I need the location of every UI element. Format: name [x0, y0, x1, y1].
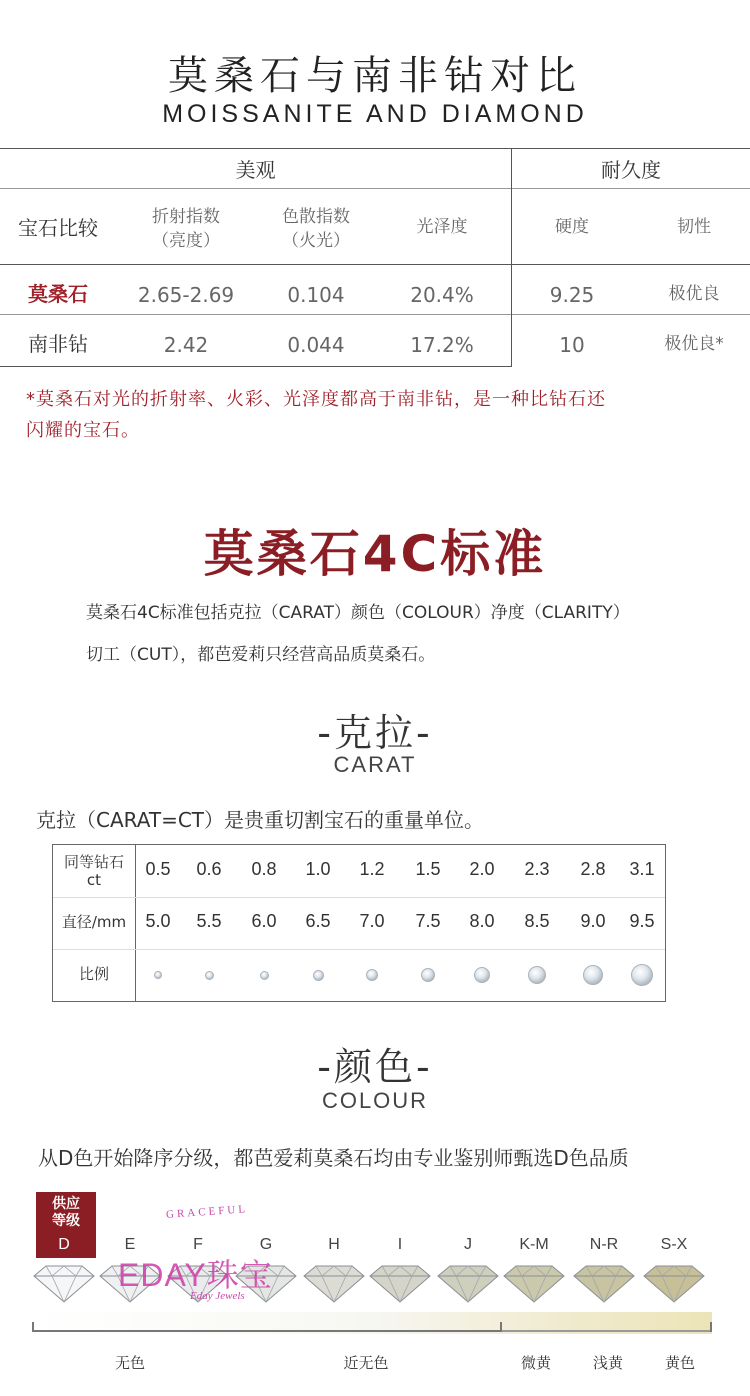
group-durability: 耐久度 — [601, 158, 661, 182]
row-moissanite-luster: 20.4% — [410, 283, 474, 307]
row-moissanite-hardness: 9.25 — [549, 283, 595, 307]
mm-value: 8.0 — [469, 911, 495, 931]
col-refraction — [126, 206, 246, 254]
gem-size-icon — [366, 969, 378, 981]
standard-title: 莫桑石4C标准 — [203, 525, 547, 583]
supply-label-1: 供应 — [52, 1196, 80, 1212]
page-subtitle: MOISSANITE AND DIAMOND — [162, 100, 588, 128]
grade-letter: D — [58, 1236, 70, 1253]
ct-value: 0.5 — [145, 859, 171, 879]
ct-value: 2.3 — [524, 859, 550, 879]
colour-category-label: 近无色 — [343, 1354, 389, 1372]
carat-title: -克拉- — [317, 711, 433, 755]
bracket-tick-right — [710, 1322, 712, 1332]
gem-size-icon — [474, 967, 490, 983]
ct-value: 0.6 — [196, 859, 222, 879]
colour-title: -颜色- — [317, 1045, 433, 1089]
diamond-icon — [502, 1262, 566, 1304]
carat-description: 克拉（CARAT=CT）是贵重切割宝石的重量单位。 — [36, 808, 485, 832]
grade-letter: S-X — [660, 1236, 688, 1253]
gem-size-icon — [205, 971, 214, 980]
diamond-icon — [32, 1262, 96, 1304]
bracket-yellow — [502, 1330, 712, 1332]
row-moissanite-toughness: 极优良 — [668, 284, 720, 304]
row-moissanite-name: 莫桑石 — [28, 282, 88, 306]
col-dispersion-label: 色散指数 — [282, 207, 350, 227]
ct-value: 2.0 — [469, 859, 495, 879]
colour-category-label: 微黄 — [520, 1354, 551, 1372]
row-diamond-refraction: 2.42 — [163, 333, 209, 357]
col-dispersion-sub: （火光） — [282, 230, 350, 251]
grade-letter: F — [193, 1236, 203, 1253]
note-line-1: *莫桑石对光的折射率、火彩、光泽度都高于南非钻，是一种比钻石还 — [26, 389, 606, 410]
row-diamond-hardness: 10 — [559, 333, 585, 357]
comparison-note — [26, 384, 726, 446]
mm-value: 8.5 — [524, 911, 550, 931]
col-luster: 光泽度 — [416, 217, 468, 237]
supply-label-2: 等级 — [52, 1213, 80, 1229]
colour-description: 从D色开始降序分级，都芭爱莉莫桑石均由专业鉴别师甄选D色品质 — [38, 1146, 629, 1170]
mm-value: 9.0 — [580, 911, 606, 931]
mm-value: 6.5 — [305, 911, 331, 931]
bracket-colourless-nearcolourless — [32, 1330, 502, 1332]
ct-value: 3.1 — [629, 859, 655, 879]
mm-value: 7.0 — [359, 911, 385, 931]
gem-size-icon — [154, 971, 162, 979]
row-moissanite-refraction: 2.65-2.69 — [137, 283, 235, 307]
col-refraction-label: 折射指数 — [152, 207, 220, 227]
watermark-logo: EDAY珠宝 — [118, 1257, 273, 1293]
colour-title-en: COLOUR — [321, 1088, 429, 1113]
grade-letter: J — [464, 1236, 472, 1253]
carat-title-en: CARAT — [333, 752, 417, 777]
label-ratio: 比例 — [78, 965, 109, 983]
grade-letter: N-R — [589, 1236, 619, 1253]
label-ct-line2: ct — [86, 871, 102, 889]
col-toughness: 韧性 — [677, 217, 711, 237]
row-diamond-dispersion: 0.044 — [287, 333, 345, 357]
grade-letter: I — [397, 1236, 403, 1253]
row-diamond-toughness: 极优良* — [664, 334, 724, 354]
ct-value: 1.2 — [359, 859, 385, 879]
grade-letter: K-M — [519, 1236, 549, 1253]
mm-value: 5.0 — [145, 911, 171, 931]
comparison-table — [0, 148, 750, 368]
gem-size-icon — [313, 970, 324, 981]
carat-table — [52, 844, 666, 1002]
diamond-icon — [642, 1262, 706, 1304]
watermark-subtext: Eday Jewels — [190, 1290, 245, 1302]
colour-category-label: 浅黄 — [592, 1354, 623, 1372]
standard-line-2: 切工（CUT），都芭爱莉只经营高品质莫桑石。 — [86, 645, 436, 665]
col-dispersion — [256, 206, 376, 254]
label-ct — [53, 853, 135, 889]
bracket-tick-left — [32, 1322, 34, 1332]
ct-value: 1.5 — [415, 859, 441, 879]
diamond-icon — [302, 1262, 366, 1304]
gem-size-icon — [528, 966, 546, 984]
note-line-2: 闪耀的宝石。 — [26, 420, 140, 441]
row-header: 宝石比较 — [18, 216, 98, 240]
diamond-icon — [368, 1262, 432, 1304]
page-title: 莫桑石与南非钻对比 — [168, 53, 582, 99]
colour-category-label: 无色 — [114, 1354, 145, 1372]
ct-value: 0.8 — [251, 859, 277, 879]
gem-size-icon — [421, 968, 435, 982]
ct-value: 2.8 — [580, 859, 606, 879]
row-moissanite-dispersion: 0.104 — [287, 283, 345, 307]
col-refraction-sub: （亮度） — [152, 230, 220, 251]
gem-size-icon — [583, 965, 603, 985]
row-diamond-luster: 17.2% — [410, 333, 474, 357]
mm-value: 9.5 — [629, 911, 655, 931]
group-beauty: 美观 — [235, 158, 276, 182]
row-diamond-name: 南非钻 — [28, 332, 88, 356]
mm-value: 7.5 — [415, 911, 441, 931]
mm-value: 6.0 — [251, 911, 277, 931]
gem-size-icon — [631, 964, 653, 986]
watermark-arc-text: GRACEFUL — [165, 1203, 249, 1221]
label-mm: 直径/mm — [61, 913, 127, 931]
grade-letter: G — [259, 1236, 273, 1253]
mm-value: 5.5 — [196, 911, 222, 931]
col-hardness: 硬度 — [555, 217, 589, 237]
gem-size-icon — [260, 971, 269, 980]
label-ct-line1: 同等钻石 — [63, 853, 124, 871]
diamond-icon — [436, 1262, 500, 1304]
grade-letter: H — [328, 1236, 340, 1253]
diamond-icon — [572, 1262, 636, 1304]
colour-category-label: 黄色 — [664, 1354, 695, 1372]
grade-letter: E — [124, 1236, 136, 1253]
ct-value: 1.0 — [305, 859, 331, 879]
standard-line-1: 莫桑石4C标准包括克拉（CARAT）颜色（COLOUR）净度（CLARITY） — [86, 603, 630, 623]
